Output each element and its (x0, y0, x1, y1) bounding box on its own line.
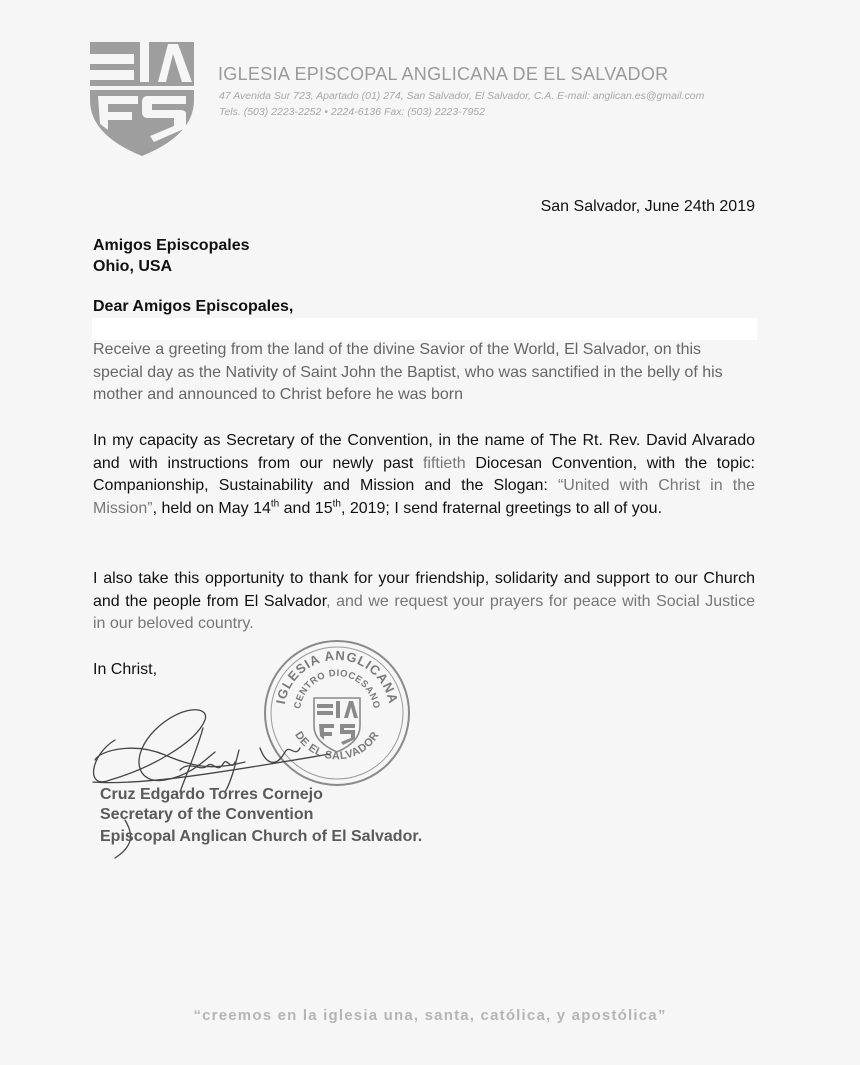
signer-organization: Episcopal Anglican Church of El Salvador. (100, 828, 423, 845)
org-phones: Tels. (503) 2223-2252 • 2224-6136 Fax: (503) 2223-7952 (219, 106, 485, 118)
paragraph-thanks: I also take this opportunity to thank for your friendship, solidarity and support to our Church and the people from El Salvador, and we request your prayers for peace with Social Justice in our beloved country. (93, 570, 756, 632)
recipient-location: Ohio, USA (93, 258, 173, 275)
closing: In Christ, (93, 661, 158, 678)
org-name: IGLESIA EPISCOPAL ANGLICANA DE EL SALVADOR (218, 64, 669, 84)
signer-name: Cruz Edgardo Torres Cornejo (100, 786, 323, 803)
seal-bottom-text: DE EL SALVADOR (292, 729, 382, 763)
seal-inner-text: CENTRO DIOCESANO (292, 667, 382, 710)
highlight-band (92, 318, 757, 340)
recipient-name: Amigos Episcopales (93, 237, 250, 254)
paragraph-convention: In my capacity as Secretary of the Convention, in the name of The Rt. Rev. David Alvarado and with instructions from our newly past fiftieth Diocesan Convention, with the topic: Companionship, Sustainability and Mission and the Slogan: “United with Christ in the Mission”, held on May 14th and 15th, 2019; I send fraternal greetings to all of you. (93, 432, 755, 517)
paragraph-greeting: Receive a greeting from the land of the divine Savior of the World, El Salvador, on this special day as the Nativity of Saint John the Baptist, who was sanctified in the belly of his mother and announced to Christ before he was born (93, 341, 723, 403)
org-address: 47 Avenida Sur 723, Apartado (01) 274, San Salvador, El Salvador, C.A. E-mail: anglican.es@gmail.com (219, 90, 705, 102)
church-logo (88, 40, 196, 158)
footer-motto: “creemos en la iglesia una, santa, católica, y apostólica” (193, 1007, 667, 1024)
signer-title: Secretary of the Convention (100, 806, 314, 823)
seal-top-text: IGLESIA ANGLICANA (272, 647, 402, 706)
salutation: Dear Amigos Episcopales, (93, 298, 294, 315)
letter-date: San Salvador, June 24th 2019 (540, 198, 755, 215)
